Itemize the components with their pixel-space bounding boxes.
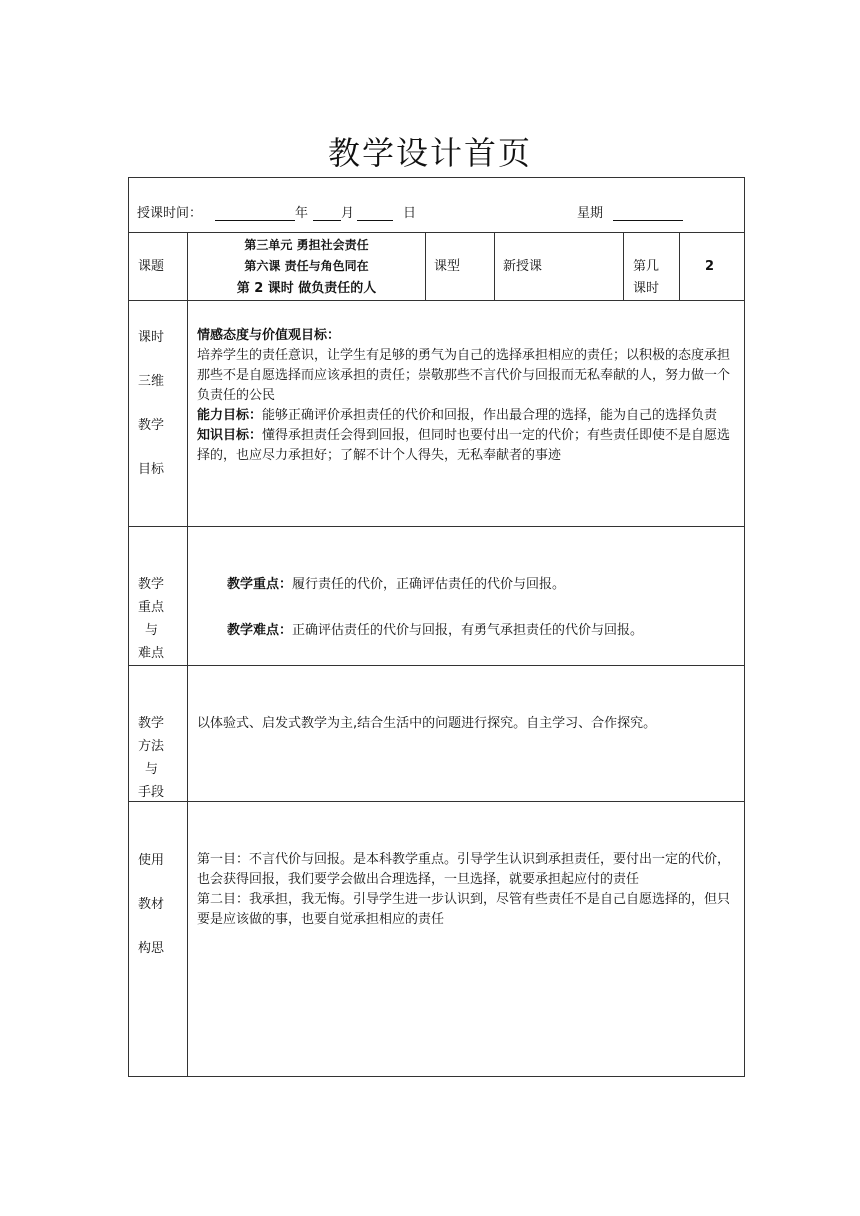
period-label-1: 第几: [633, 259, 660, 274]
year-label: 年: [295, 206, 309, 221]
page-title: 教学设计首页: [327, 134, 532, 172]
ability-text: 能够正确评价承担责任的代价和回报，作出最合理的选择，能为自己的选择负责: [262, 408, 718, 423]
materials-content-cell: [187, 801, 745, 1077]
diff-text: 正确评估责任的代价与回报，有勇气承担责任的代价与回报。: [292, 623, 644, 638]
objectives-label-1: 课时: [138, 330, 165, 345]
day-label: 日: [403, 206, 417, 221]
materials-para-2: 第二目：我承担，我无悔。引导学生进一步认识到，尽管有些责任不是自己自愿选择的，但只要是应该做的事，也要自觉承担相应的责任: [197, 892, 731, 927]
date-row: [128, 177, 745, 233]
keypoints-label-cell: [128, 526, 188, 666]
weekday-label: 星期: [577, 206, 604, 221]
key-title: 教学重点：: [227, 577, 293, 592]
materials-text: [197, 850, 739, 930]
knowledge-text: 懂得承担责任会得到回报，但同时也要付出一定的代价；有些责任即使不是自愿选择的，也应尽力承担好；了解不计个人得失，无私奉献者的事迹: [197, 428, 731, 463]
methods-content-cell: [187, 665, 745, 802]
objectives-label-2: 三维: [138, 374, 165, 389]
knowledge-title: 知识目标：: [197, 428, 263, 443]
objectives-content-cell: [187, 300, 745, 527]
methods-label-1: 教学: [138, 716, 165, 731]
materials-para-1: 第一目：不言代价与回报。是本科教学重点。引导学生认识到承担责任，要付出一定的代价，也会获得回报，我们要学会做出合理选择，一旦选择，就要承担起应付的责任: [197, 852, 731, 887]
type-value-cell: [494, 232, 624, 301]
key-point: [227, 574, 565, 595]
topic-line-2: 第六课 责任与角色同在: [244, 259, 369, 273]
methods-text: 以体验式、启发式教学为主,结合生活中的问题进行探究。自主学习、合作探究。: [197, 716, 657, 731]
emotion-text: 培养学生的责任意识，让学生有足够的勇气为自己的选择承担相应的责任；以积极的态度承担那些不是自愿选择而应该承担的责任；崇敬那些不言代价与回报而无私奉献的人，努力做一个负责任的公民: [197, 348, 731, 403]
year-blank[interactable]: [215, 220, 295, 221]
keypoints-label-3: 与: [145, 623, 159, 638]
materials-label-3: 构思: [138, 941, 165, 956]
objectives-label-4: 目标: [138, 462, 165, 477]
type-value: 新授课: [503, 259, 543, 274]
type-label-cell: [425, 232, 495, 301]
diff-title: 教学难点：: [227, 623, 293, 638]
keypoints-label-2: 重点: [138, 600, 165, 615]
topic-line-3: 第 2 课时 做负责任的人: [236, 281, 377, 296]
period-label-cell: [623, 232, 680, 301]
emotion-title: 情感态度与价值观目标：: [197, 328, 341, 343]
month-blank[interactable]: [313, 220, 341, 221]
objectives-text: [197, 326, 739, 466]
day-blank[interactable]: [357, 220, 393, 221]
topic-line-1: 第三单元 勇担社会责任: [244, 238, 369, 252]
keypoints-label-4: 难点: [138, 646, 165, 661]
key-text: 履行责任的代价，正确评估责任的代价与回报。: [292, 577, 566, 592]
methods-label-4: 手段: [138, 785, 165, 800]
methods-label-cell: [128, 665, 188, 802]
period-value: 2: [705, 259, 715, 274]
topic-label-cell: [128, 232, 188, 301]
date-label: 授课时间：: [137, 206, 203, 221]
methods-label-3: 与: [145, 762, 159, 777]
keypoints-content-cell: [187, 526, 745, 666]
period-label-2: 课时: [633, 281, 660, 296]
topic-label: 课题: [138, 259, 165, 274]
materials-label-cell: [128, 801, 188, 1077]
weekday-blank[interactable]: [613, 220, 683, 221]
topic-content-cell: [187, 232, 426, 301]
methods-label-2: 方法: [138, 739, 165, 754]
difficult-point: [227, 620, 643, 641]
period-value-cell: [679, 232, 745, 301]
objectives-label-3: 教学: [138, 418, 165, 433]
ability-title: 能力目标：: [197, 408, 263, 423]
materials-label-1: 使用: [138, 853, 165, 868]
objectives-label-cell: [128, 300, 188, 527]
type-label: 课型: [434, 259, 461, 274]
materials-label-2: 教材: [138, 897, 165, 912]
month-label: 月: [341, 206, 355, 221]
keypoints-label-1: 教学: [138, 577, 165, 592]
